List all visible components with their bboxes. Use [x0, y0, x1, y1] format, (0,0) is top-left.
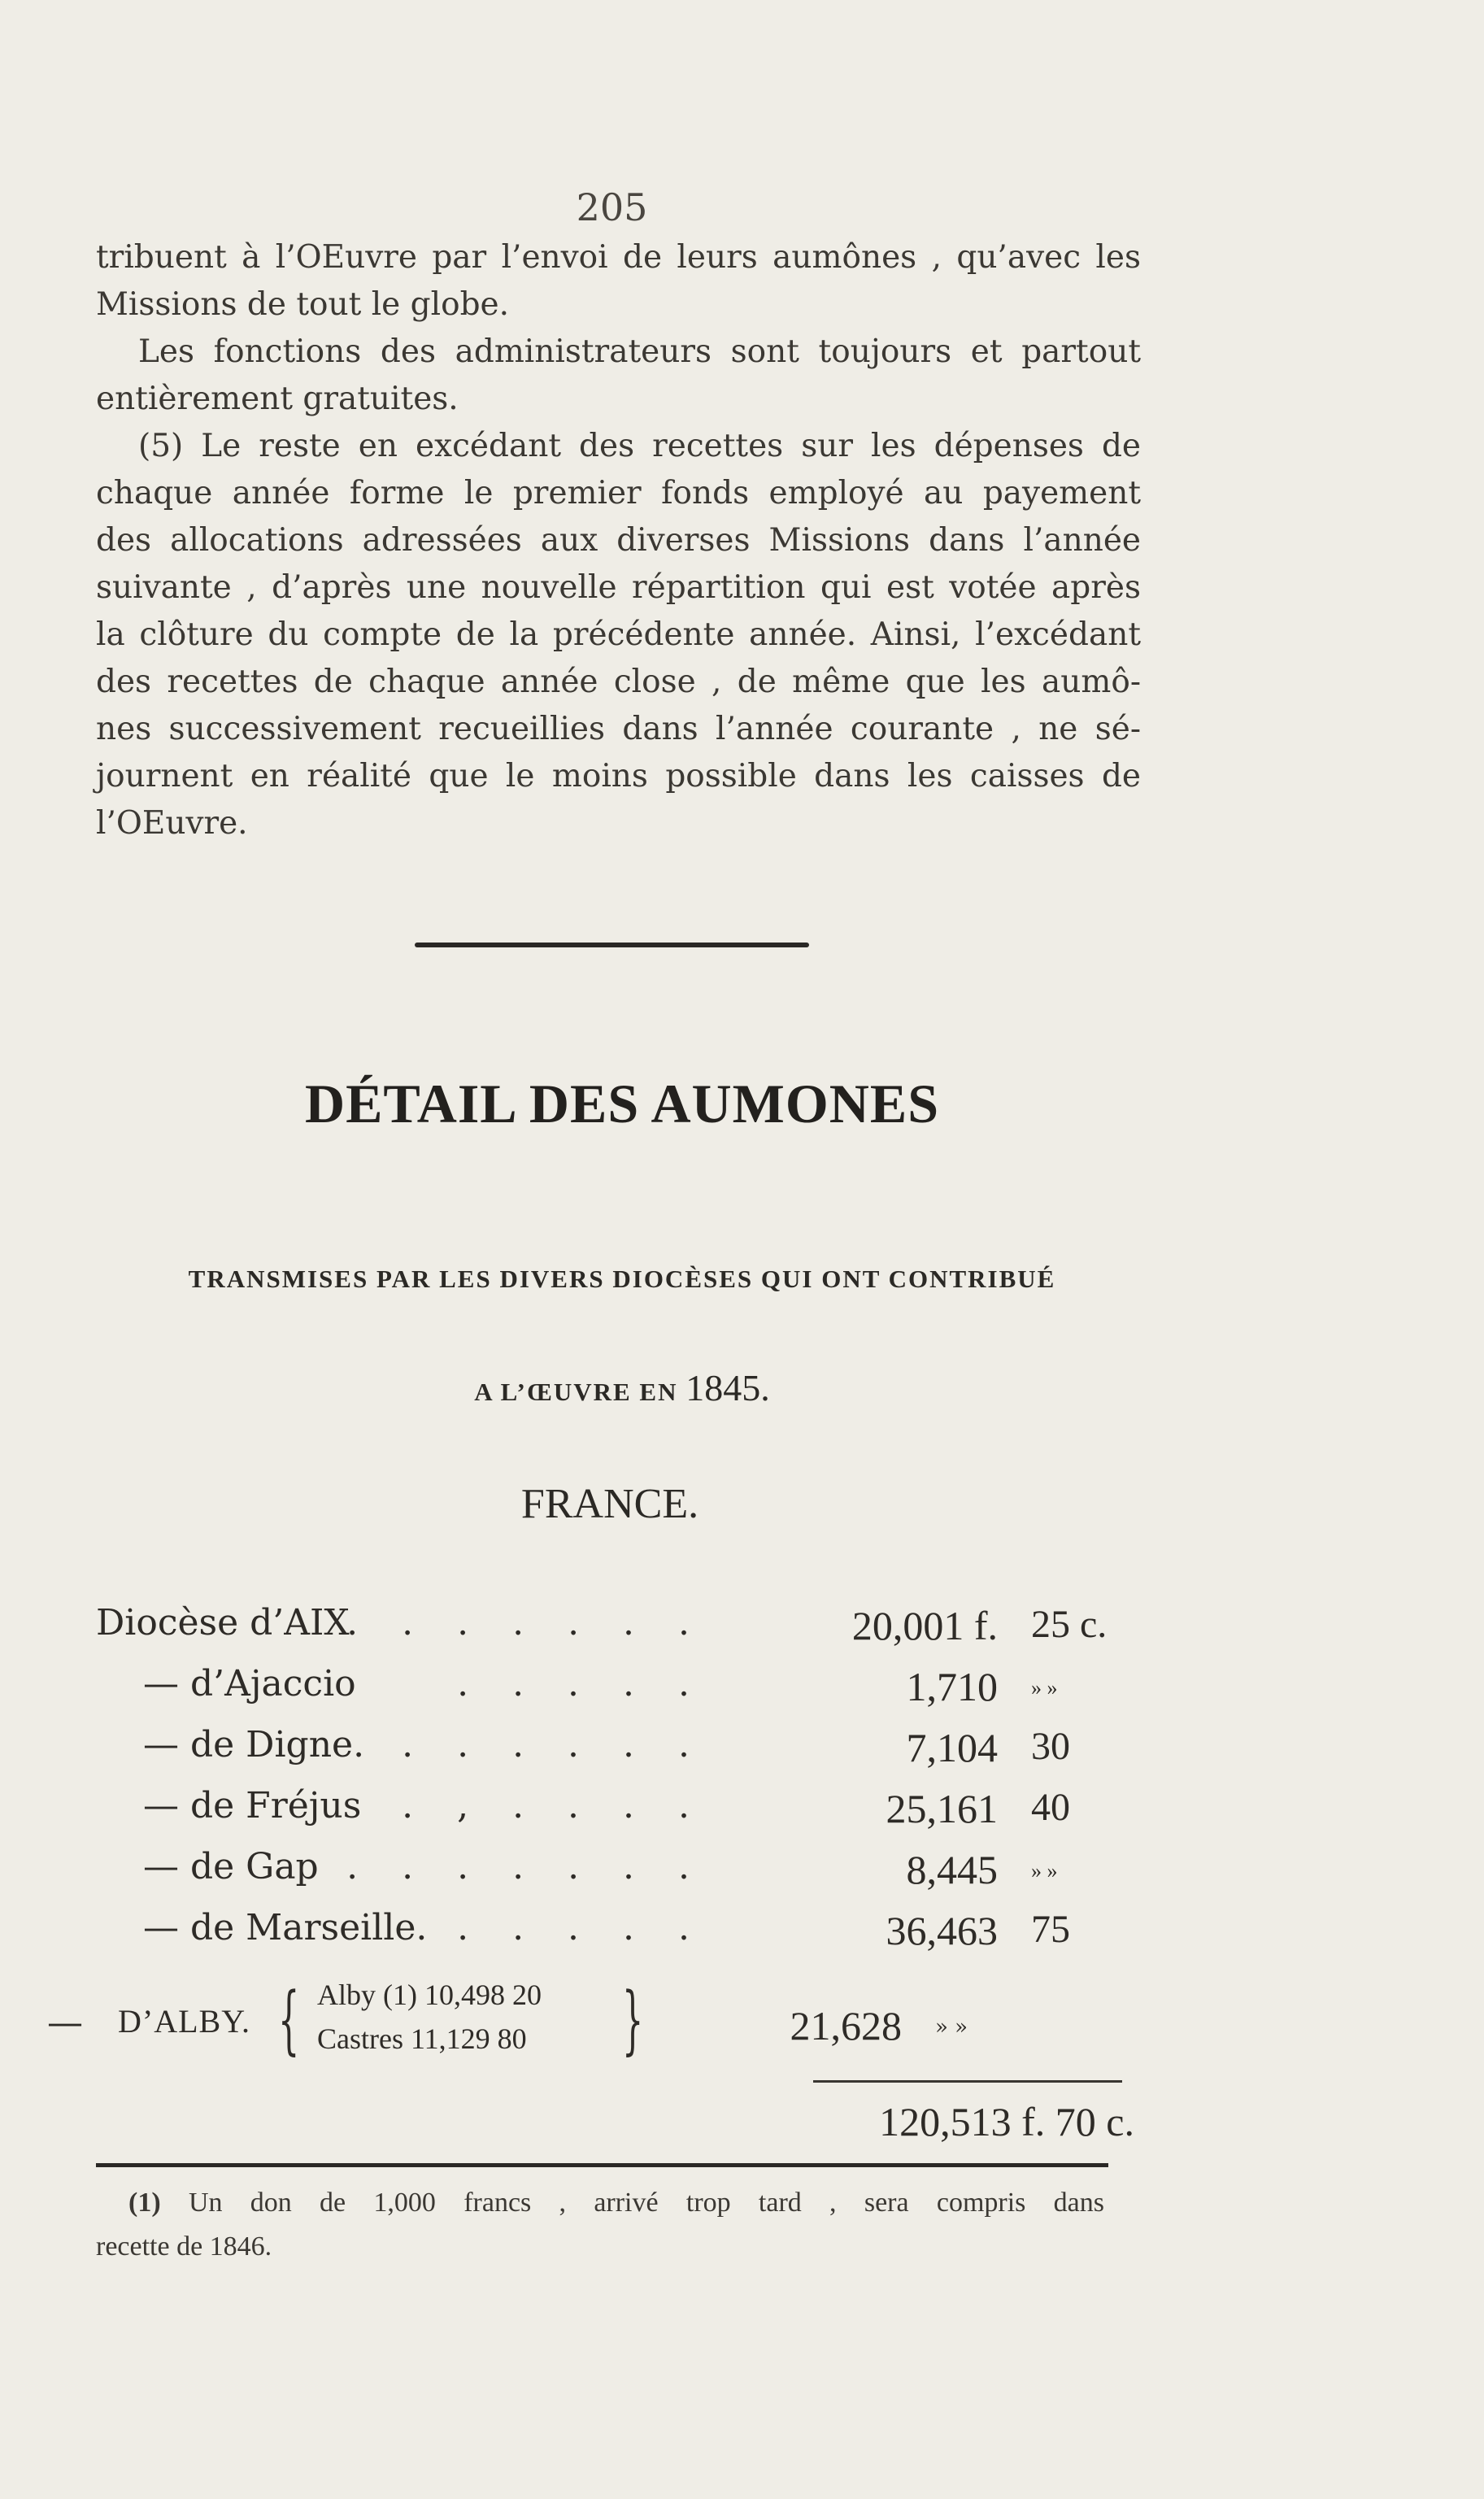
- diocese-label: Diocèse d’AIX: [96, 1602, 350, 1644]
- albi-name: D’ALBY.: [118, 2003, 250, 2040]
- section-heading: DÉTAIL DES AUMONES: [304, 1073, 940, 1134]
- body-text: [96, 234, 1141, 847]
- leader-dots: . . . . . .: [402, 1724, 706, 1765]
- table-row: [96, 1663, 1141, 1720]
- diocese-label: — de Digne.: [143, 1724, 365, 1765]
- leader-dots: . . . . .: [457, 1907, 706, 1948]
- body-line: journent en réalité que le moins possible dans les caisses de: [96, 758, 1141, 795]
- country-heading: FRANCE.: [520, 1481, 699, 1527]
- subheading-oeuvre-text: A L’ŒUVRE EN: [474, 1378, 678, 1406]
- page-number: 205: [576, 185, 648, 229]
- sum-rule: [813, 2080, 1122, 2083]
- albi-subline-alby: Alby (1) 10,498 20: [317, 1979, 542, 2011]
- leader-dots: . . . . .: [457, 1663, 706, 1704]
- diocese-label: — de Gap: [143, 1846, 319, 1887]
- albi-amount: 21,628: [790, 2003, 902, 2048]
- leader-dots: . . . . . . .: [346, 1846, 706, 1887]
- amount-francs: 25,161: [886, 1786, 998, 1831]
- amount-cents: » »: [1031, 1859, 1058, 1883]
- diocese-label: — d’Ajaccio: [143, 1663, 356, 1704]
- amount-francs: 36,463: [886, 1908, 998, 1953]
- footnote: [96, 2181, 1104, 2269]
- albi-dash: —: [47, 2002, 83, 2044]
- amount-cents: 30: [1031, 1725, 1070, 1768]
- body-line: Missions de tout le globe.: [96, 286, 510, 323]
- amount-francs: 1,710: [906, 1664, 998, 1709]
- body-line: l’OEuvre.: [96, 805, 248, 842]
- body-line: la clôture du compte de la précédente année. Ainsi, l’excédant: [96, 616, 1141, 653]
- body-line: Les fonctions des administrateurs sont toujours et partout: [138, 333, 1141, 370]
- body-line: des recettes de chaque année close , de même que les aumô-: [96, 664, 1141, 700]
- diocese-label: — de Fréjus: [143, 1785, 362, 1826]
- subheading-year: 1845.: [685, 1367, 770, 1408]
- body-line: entièrement gratuites.: [96, 381, 459, 417]
- amount-cents: 25 c.: [1031, 1603, 1108, 1646]
- footnote-line-1: [96, 2181, 1104, 2225]
- body-line: des allocations adressées aux diverses Missions dans l’année: [96, 522, 1141, 559]
- leader-dots: . . . . . . .: [346, 1602, 706, 1644]
- brace-left: {: [278, 1976, 300, 2063]
- body-line: chaque année forme le premier fonds employé au payement: [96, 475, 1141, 512]
- amount-cents: 75: [1031, 1908, 1070, 1951]
- albi-cents: » »: [935, 2015, 968, 2040]
- table-row: [96, 1724, 1141, 1781]
- albi-row: [0, 1978, 1045, 2067]
- leader-dots: . , . . . .: [402, 1785, 706, 1826]
- amount-francs: 8,445: [906, 1847, 998, 1892]
- ornamental-rule: [415, 943, 809, 947]
- subheading-oeuvre: [0, 1366, 1244, 1409]
- table-row: [96, 1602, 1141, 1659]
- footnote-marker: (1): [128, 2188, 161, 2218]
- body-line: tribuent à l’OEuvre par l’envoi de leurs aumônes , qu’avec les: [96, 239, 1141, 276]
- footnote-rule: [96, 2163, 1108, 2167]
- brace-right: }: [622, 1976, 644, 2063]
- table-row: [96, 1907, 1141, 1964]
- albi-subline-castres: Castres 11,129 80: [317, 2022, 527, 2055]
- body-line: (5) Le reste en excédant des recettes sur les dépenses de: [138, 428, 1141, 464]
- table-row: [96, 1785, 1141, 1842]
- amount-cents: » »: [1031, 1676, 1058, 1700]
- subheading-transmises: TRANSMISES PAR LES DIVERS DIOCÈSES QUI ONT CONTRIBUÉ: [188, 1265, 1056, 1293]
- amount-cents: 40: [1031, 1786, 1070, 1829]
- body-line: suivante , d’après une nouvelle répartition qui est votée après: [96, 569, 1141, 606]
- table-row: [96, 1846, 1141, 1903]
- body-line: nes successivement recueillies dans l’année courante , ne sé-: [96, 711, 1141, 747]
- diocese-label: — de Marseille.: [143, 1907, 428, 1948]
- footnote-line-2: recette de 1846.: [96, 2231, 272, 2262]
- amount-francs: 7,104: [906, 1725, 998, 1770]
- amount-francs: 20,001 f.: [851, 1603, 998, 1648]
- footnote-text-1: Un don de 1,000 francs , arrivé trop tard , sera compris dans: [188, 2188, 1104, 2218]
- total-amount: 120,513 f. 70 c.: [879, 2099, 1134, 2144]
